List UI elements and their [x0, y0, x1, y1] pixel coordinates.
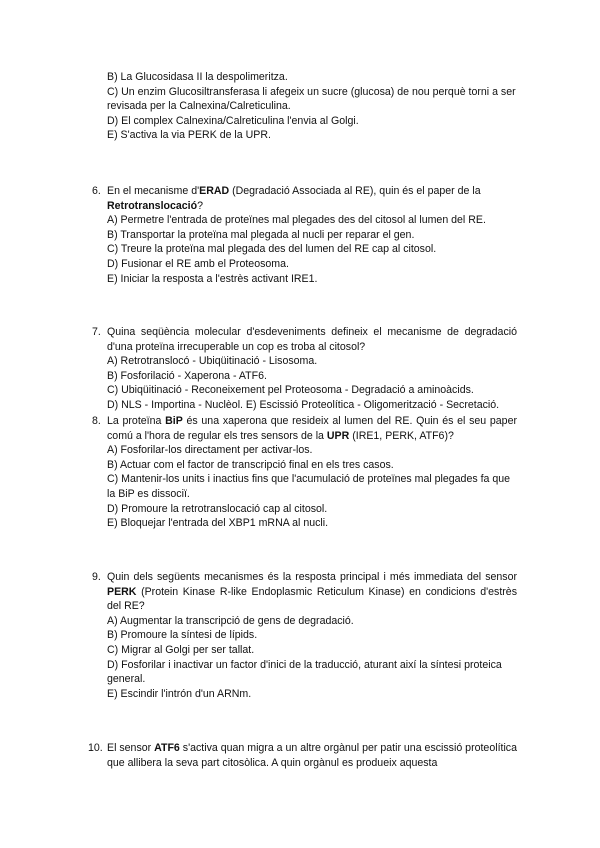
option-d: D) Fusionar el RE amb el Proteosoma.: [107, 257, 289, 270]
option-e: E) Bloquejar l'entrada del XBP1 mRNA al nucli.: [107, 517, 329, 530]
option-d: D) El complex Calnexina/Calreticulina l'envia al Golgi.: [107, 114, 359, 127]
option-b: B) Actuar com el factor de transcripció final en els tres casos.: [107, 458, 394, 471]
option-c: C) Ubiqüitinació - Reconeixement pel Proteosoma - Degradació a aminoàcids.: [107, 384, 474, 397]
option-e: E) Escindir l'intrón d'un ARNm.: [107, 687, 252, 700]
question-8: [0, 414, 600, 531]
question-number: 9.: [92, 571, 101, 583]
option-a: A) Fosforilar-los directament per activar-los.: [107, 444, 313, 457]
option-b: B) Fosforilació - Xaperona - ATF6.: [107, 369, 267, 382]
question-9: [0, 570, 600, 701]
question-7: [0, 325, 600, 413]
option-d: D) Promoure la retrotranslocació cap al citosol.: [107, 502, 328, 515]
question-10: [0, 741, 600, 770]
option-b: B) Transportar la proteïna mal plegada al nucli per reparar el gen.: [107, 228, 415, 241]
previous-question-options: [0, 70, 600, 143]
option-d: D) Fosforilar i inactivar un factor d'inici de la traducció, aturant així la síntesi proteica general.: [107, 658, 502, 686]
option-c: C) Un enzim Glucosiltransferasa li afegeix un sucre (glucosa) de nou perquè torni a ser revisada per la Calnexina/Calreticulina.: [107, 85, 516, 113]
question-6-stem: 6. En el mecanisme d'ERAD (Degradació Associada al RE), quin és el paper de la Retrotranslocació?: [92, 185, 481, 212]
option-e: E) Iniciar la resposta a l'estrès activant IRE1.: [107, 272, 318, 285]
option-c: C) Migrar al Golgi per ser tallat.: [107, 643, 255, 656]
option-b: B) La Glucosidasa II la despolimeritza.: [107, 71, 288, 83]
option-b: B) Promoure la síntesi de lípids.: [107, 629, 258, 642]
question-number: 10.: [88, 742, 103, 754]
option-d: D) NLS - Importina - Nuclèol. E) Escissió Proteolítica - Oligomerització - Secretació.: [107, 398, 500, 411]
option-a: A) Augmentar la transcripció de gens de degradació.: [107, 614, 354, 627]
question-number: 6.: [92, 185, 101, 197]
question-6: [0, 184, 600, 286]
question-8-stem: 8. La proteïna BiP és una xaperona que resideix al lumen del RE. Quin és el seu paper comú a l'hora de regular els tres sensors de la UPR (IRE1, PERK, ATF6)?: [92, 415, 517, 442]
question-9-stem: 9. Quin dels següents mecanismes és la resposta principal i més immediata del sensor PERK (Protein Kinase R-like Endoplasmic Reticulum Kinase) en condicions d'estrès del RE?: [92, 571, 517, 613]
question-number: 8.: [92, 415, 101, 427]
option-c: C) Mantenir-los units i inactius fins que l'acumulació de proteïnes mal plegades fa que la BiP es dissociï.: [107, 473, 511, 500]
option-c: C) Treure la proteïna mal plegada des del lumen del RE cap al citosol.: [107, 243, 437, 256]
option-a: A) Permetre l'entrada de proteïnes mal plegades des del citosol al lumen del RE.: [107, 214, 486, 227]
question-10-stem: 10. El sensor ATF6 s'activa quan migra a un altre orgànul per patir una escissió proteolítica que allibera la seva part citosòlica. A quin orgànul es produeix aquesta: [88, 742, 517, 769]
question-7-stem: 7. Quina seqüència molecular d'esdeveniments defineix el mecanisme de degradació d'una proteïna irrecuperable un cop es troba al citosol?: [92, 326, 517, 353]
option-a: A) Retrotranslocó - Ubiqüitinació - Lisosoma.: [107, 355, 318, 368]
option-e: E) S'activa la via PERK de la UPR.: [107, 129, 271, 142]
question-number: 7.: [92, 326, 101, 338]
